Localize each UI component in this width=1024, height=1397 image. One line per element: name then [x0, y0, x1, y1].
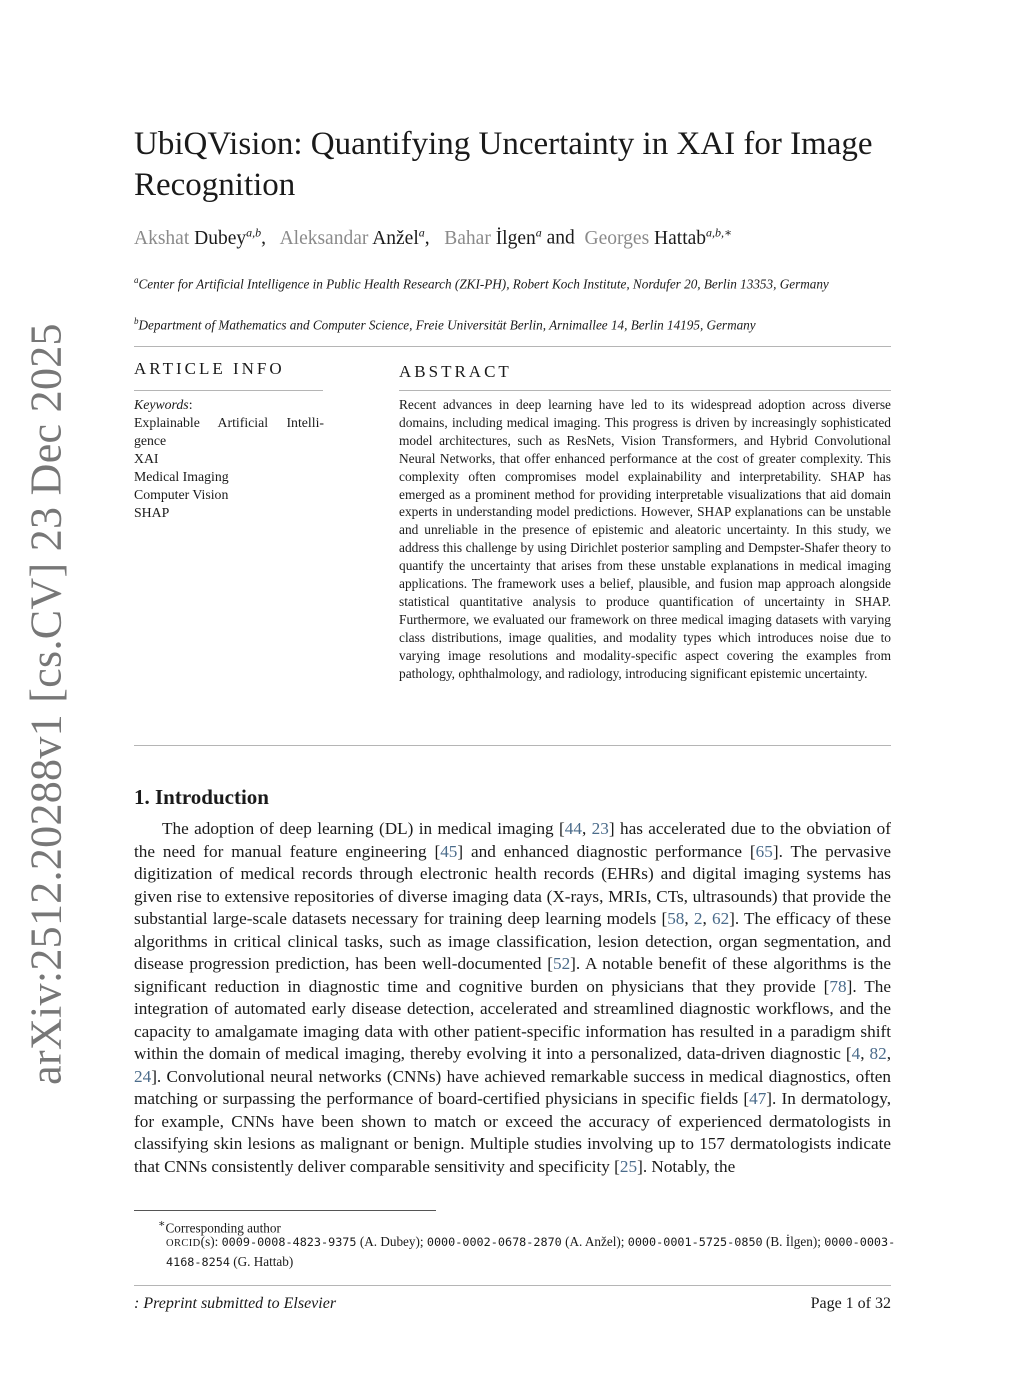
citation-link[interactable]: 23: [591, 819, 609, 838]
keywords-block: Keywords: Explainable Artificial Intelli- gence XAI Medical Imaging Computer Vision SHAP: [134, 397, 324, 520]
footnote-rule: [134, 1210, 436, 1211]
author-2[interactable]: Aleksandar Anžel$^a$: [279, 225, 425, 249]
author-4[interactable]: Georges Hattab$^{a,b,∗}$: [584, 225, 733, 249]
citation-link[interactable]: 24: [134, 1066, 152, 1086]
abstract-text: Recent advances in deep learning have led to its widespread adoption across diverse domains, including medical imaging. This progress is driven by increasingly sophisticated model architectures, such as ResNets, Vision Transformers, and Hybrid Convolutional Neural Networks, that offer enhanced performance at the cost of greater complexity. This complexity often compromises model explainability and interpretability. SHAP has emerged as a prominent method for providing interpretable visualizations that aid domain experts in understanding model predictions. However, SHAP explanations can be unstable and unreliable in the presence of epistemic and aleatoric uncertainty. In this study, we address this challenge by using Dirichlet posterior sampling and Dempster-Shafer theory to quantify the uncertainty that arises from these unstable explanations in medical imaging applications. The framework uses a belief, plausible, and fusion map approach alongside statistical quantitative analysis to produce quantification of uncertainty in SHAP. Furthermore, we evaluated our framework on three medical imaging datasets with varying class distributions, image qualities, and modality types which introduces noise due to varying image resolutions and modality-specific aspect covering the examples from pathology, ophthalmology, and radiology, introducing significant epistemic uncertainty.: [399, 397, 891, 681]
citation-link[interactable]: 44: [564, 819, 582, 838]
citation-link[interactable]: 52: [552, 954, 571, 973]
citation-link[interactable]: 4: [851, 1044, 861, 1063]
citation-link[interactable]: 58: [667, 909, 685, 928]
citation-link[interactable]: 45: [440, 841, 458, 861]
paper-title: UbiQVision: Quantifying Uncertainty in XAI for Image Recognition: [134, 126, 873, 203]
abstract-heading: ABSTRACT: [399, 362, 512, 381]
arxiv-stamp: [21, 323, 71, 1085]
citation-link[interactable]: 82: [869, 1044, 887, 1063]
affiliation-a: $^a$Center for Artificial Intelligence in Public Health Research (ZKI-PH), Robert Koch Institute, Nordufer 20, Berlin 13353, Germany: [134, 275, 829, 292]
keyword-item: XAI: [134, 451, 159, 466]
citation-link[interactable]: 65: [755, 841, 773, 861]
orcid-link[interactable]: 0000-0001-5725-0850: [627, 1235, 763, 1249]
orcid-link[interactable]: 0000-0003-4168-8254: [166, 1235, 896, 1269]
keyword-item: SHAP: [134, 505, 170, 520]
header-divider: [134, 346, 891, 347]
author-3[interactable]: Bahar İlgen$^a$: [444, 225, 542, 249]
orcid-note: ORCID(s): 0009-0008-4823-9375 (A. Dubey); 0000-0002-0678-2870 (A. Anžel); 0000-0001-5725-0850 (B. İlgen); 0000-0003-4168-8254 (G. Hattab): [166, 1234, 896, 1269]
section-heading-introduction: 1. Introduction: [134, 785, 269, 809]
citation-link[interactable]: 78: [829, 976, 847, 996]
orcid-link[interactable]: 0009-0008-4823-9375: [221, 1235, 357, 1249]
corresponding-author-note: ∗Corresponding author: [158, 1218, 281, 1236]
keyword-item: gence: [134, 433, 167, 448]
article-info-divider: [134, 390, 323, 391]
keywords-label: Keywords: [134, 397, 189, 412]
introduction-paragraph: The adoption of deep learning (DL) in medical imaging [44, 23] has accelerated due to the obviation of the need for manual feature engineering [45] and enhanced diagnostic performance [65]. The pervasive digitization of medical records through electronic health records (EHRs) and digital imaging systems has given rise to extensive repositories of diverse imaging data (X-rays, MRIs, CTs, ultrasounds) that provide the substantial large-scale datasets necessary for training deep learning models [58, 2, 62]. The efficacy of these algorithms in critical clinical tasks, such as image classification, lesion detection, organ segmentation, and disease progression prediction, has been well-documented [52]. A notable benefit of these algorithms is the significant reduction in diagnostic time and cognitive burden on physicians that they provide [78]. The integration of automated early disease detection, accelerated and streamlined diagnostic workflows, and the capacity to amalgamate imaging data with other patient-specific information has resulted in a paradigm shift within the domain of medical imaging, thereby evolving it into a personalized, data-driven diagnostic [4, 82, 24]. Convolutional neural networks (CNNs) have achieved remarkable success in medical diagnostics, often matching or surpassing the performance of board-certified physicians in specific fields [47]. In dermatology, for example, CNNs have been shown to match or exceed the accuracy of experienced dermatologists in classifying skin lesions as malignant or benign. Multiple studies involving up to 157 dermatologists indicate that CNNs consistently deliver comparable sensitivity and specificity [25]. Notably, the: [134, 819, 892, 1176]
footer-divider: [134, 1285, 891, 1286]
orcid-link[interactable]: 0000-0002-0678-2870: [426, 1235, 562, 1249]
author-list: Akshat Dubey$^{a,b}$, Aleksandar Anžel$^a$, Bahar İlgen$^a$ and Georges Hattab$^{a,b,∗}$: [134, 225, 733, 249]
abstract-end-divider: [134, 745, 891, 746]
page-number: Page 1 of 32: [810, 1295, 891, 1312]
keyword-item: Explainable Artificial Intelli-: [134, 415, 324, 430]
keyword-item: Medical Imaging: [134, 469, 229, 484]
citation-link[interactable]: 25: [619, 1156, 638, 1176]
footer-preprint-note: : Preprint submitted to Elsevier: [134, 1295, 337, 1312]
citation-link[interactable]: 47: [749, 1089, 767, 1108]
citation-link[interactable]: 62: [711, 909, 730, 928]
keyword-item: Computer Vision: [134, 487, 229, 502]
article-info-heading: ARTICLE INFO: [134, 359, 285, 378]
arxiv-stamp-text: arXiv:2512.20288v1 [cs.CV] 23 Dec 2025: [21, 323, 71, 1085]
abstract-divider: [399, 390, 891, 391]
author-1[interactable]: Akshat Dubey$^{a,b}$: [134, 225, 262, 249]
citation-link[interactable]: 2: [693, 909, 703, 928]
affiliation-b: $^b$Department of Mathematics and Computer Science, Freie Universität Berlin, Arnimallee 14, Berlin 14195, Germany: [134, 316, 756, 333]
